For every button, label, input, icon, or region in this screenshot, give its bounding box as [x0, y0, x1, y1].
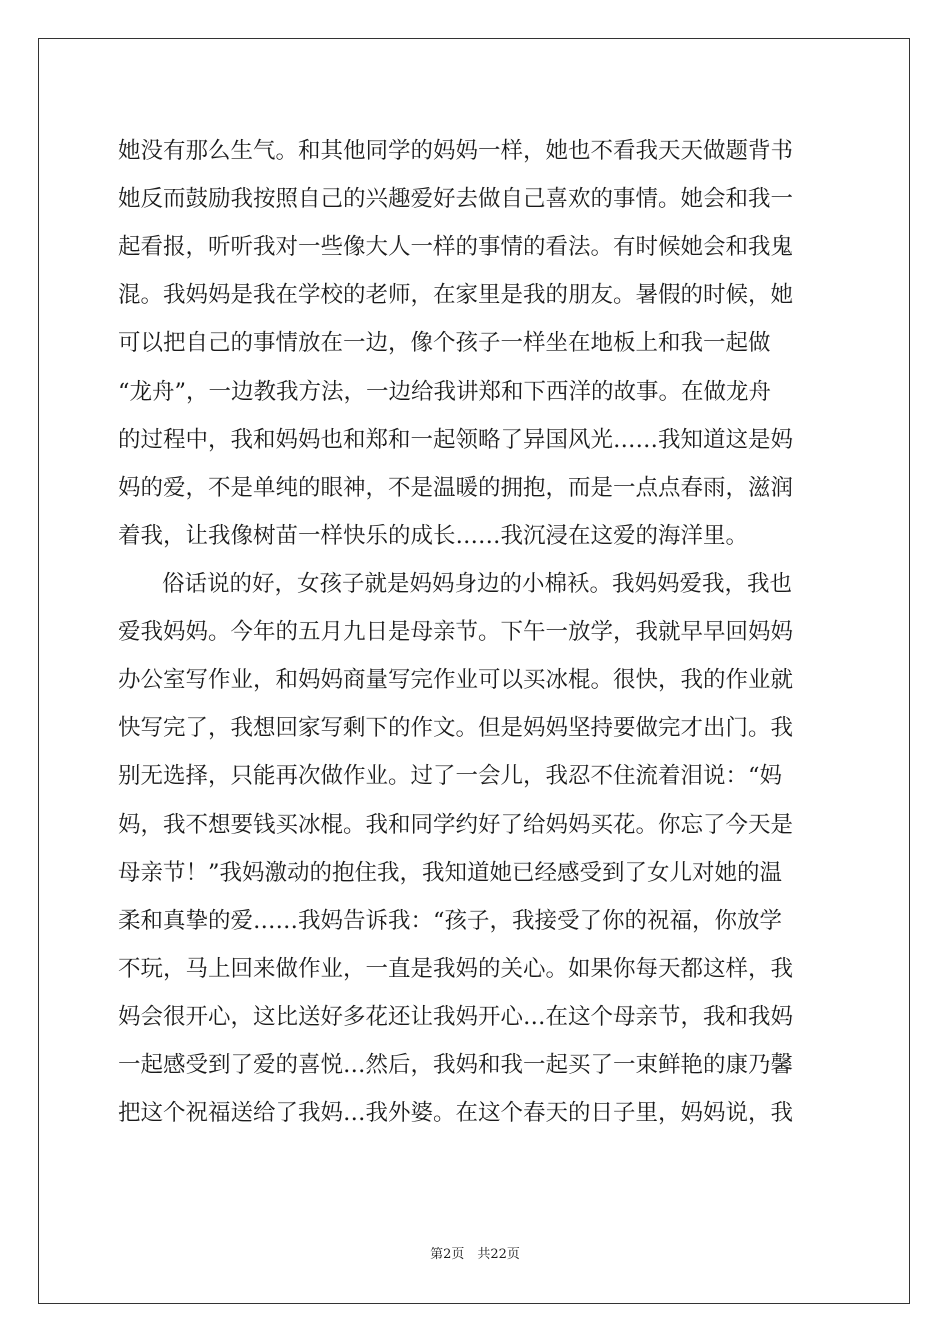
- text-line: 把这个祝福送给了我妈…我外婆。在这个春天的日子里，妈妈说，我: [118, 1100, 794, 1126]
- text-line: 快写完了，我想回家写剩下的作文。但是妈妈坚持要做完才出门。我: [118, 715, 794, 741]
- paragraph-first-line: 俗话说的好，女孩子就是妈妈身边的小棉袄。我妈妈爱我，我也: [162, 571, 793, 597]
- text-line: 她没有那么生气。和其他同学的妈妈一样，她也不看我天天做题背书: [118, 138, 794, 164]
- text-line: 的过程中，我和妈妈也和郑和一起领略了异国风光……我知道这是妈: [118, 427, 794, 453]
- text-line: 可以把自己的事情放在一边，像个孩子一样坐在地板上和我一起做: [118, 330, 771, 356]
- text-line: 起看报，听听我对一些像大人一样的事情的看法。有时候她会和我鬼: [118, 234, 794, 260]
- text-line: 妈的爱，不是单纯的眼神，不是温暖的拥抱，而是一点点春雨，滋润: [118, 475, 794, 501]
- text-line: 妈，我不想要钱买冰棍。我和同学约好了给妈妈买花。你忘了今天是: [118, 812, 794, 838]
- text-line: 别无选择，只能再次做作业。过了一会儿，我忍不住流着泪说：“妈: [118, 763, 783, 789]
- text-line: 不玩，马上回来做作业，一直是我妈的关心。如果你每天都这样，我: [118, 956, 794, 982]
- text-line: 一起感受到了爱的喜悦…然后，我妈和我一起买了一束鲜艳的康乃馨: [118, 1052, 794, 1078]
- text-line: 混。我妈妈是我在学校的老师，在家里是我的朋友。暑假的时候，她: [118, 282, 794, 308]
- text-line: 她反而鼓励我按照自己的兴趣爱好去做自己喜欢的事情。她会和我一: [118, 186, 794, 212]
- text-line: 柔和真挚的爱……我妈告诉我：“孩子，我接受了你的祝福，你放学: [118, 908, 783, 934]
- text-line: “龙舟”，一边教我方法，一边给我讲郑和下西洋的故事。在做龙舟: [118, 379, 772, 405]
- text-line: 着我，让我像树苗一样快乐的成长……我沉浸在这爱的海洋里。: [118, 523, 749, 549]
- page-number-footer: 第2页 共22页: [430, 1247, 520, 1262]
- text-line: 爱我妈妈。今年的五月九日是母亲节。下午一放学，我就早早回妈妈: [118, 619, 794, 645]
- text-line: 办公室写作业，和妈妈商量写完作业可以买冰棍。很快，我的作业就: [118, 667, 794, 693]
- text-line: 母亲节！”我妈激动的抱住我，我知道她已经感受到了女儿对她的温: [118, 860, 783, 886]
- text-line: 妈会很开心，这比送好多花还让我妈开心…在这个母亲节，我和我妈: [118, 1004, 794, 1030]
